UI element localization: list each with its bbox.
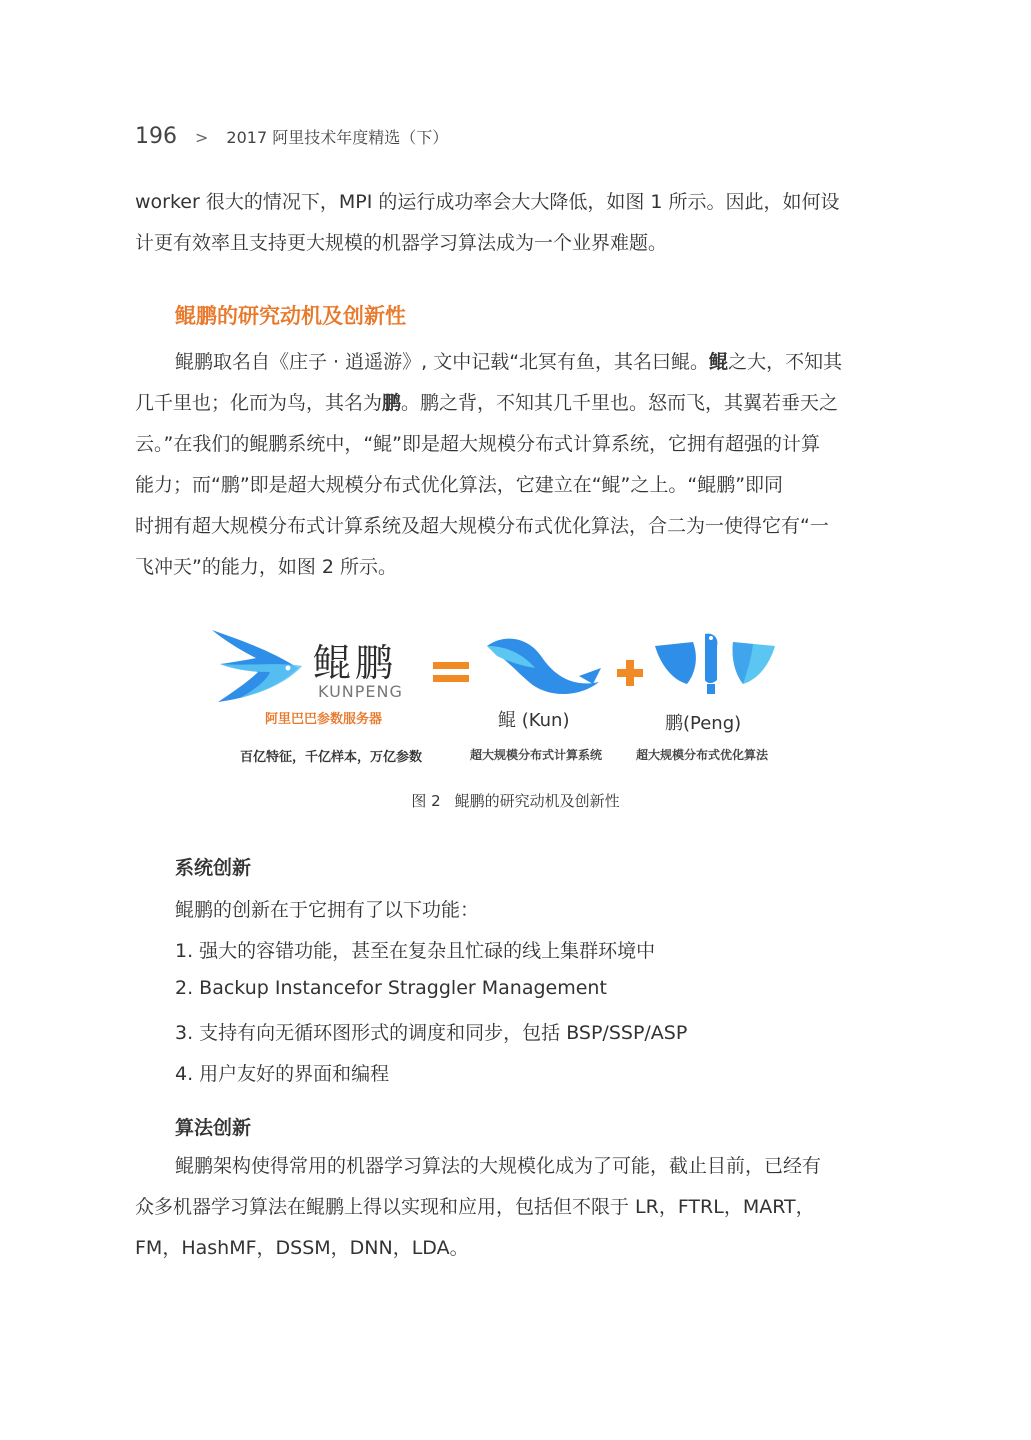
section-heading: 鲲鹏的研究动机及创新性	[175, 304, 406, 328]
peng-label: 鹏(Peng)	[665, 713, 742, 734]
kunpeng-bird-icon	[210, 628, 310, 708]
text-line: 计更有效率且支持更大规模的机器学习算法成为一个业界难题。	[135, 232, 668, 254]
kunpeng-caption: 百亿特征，千亿样本，万亿参数	[240, 750, 423, 765]
header-separator: >	[195, 128, 209, 147]
book-title: 2017 阿里技术年度精选（下）	[226, 128, 449, 147]
list-item: 3. 支持有向无循环图形式的调度和同步，包括 BSP/SSP/ASP	[175, 1022, 688, 1044]
algorithm-innovation-heading: 算法创新	[175, 1117, 252, 1139]
list-item: 4. 用户友好的界面和编程	[175, 1063, 390, 1085]
text-line	[135, 342, 870, 383]
text-run: 之大，不知其	[728, 351, 843, 373]
text-run: 鲲鹏取名自《庄子 · 逍遥游》, 文中记载“北冥有鱼，其名曰鲲。	[175, 351, 710, 373]
text-run: 几千里也；化而为鸟，其名为	[135, 392, 383, 414]
list-item: 1. 强大的容错功能，甚至在复杂且忙碌的线上集群环境中	[175, 940, 656, 962]
kunpeng-figure	[205, 620, 805, 780]
kun-fish-icon	[483, 632, 603, 702]
bold-word: 鹏	[382, 392, 402, 414]
bold-word: 鲲	[709, 351, 729, 373]
figure-caption	[0, 790, 1031, 811]
text-run: 。鹏之背，不知其几千里也。怒而飞，其翼若垂天之	[401, 392, 839, 414]
intro-paragraph	[135, 182, 870, 264]
text-line: 能力；而“鹏”即是超大规模分布式优化算法，它建立在“鲲”之上。“鲲鹏”即同	[135, 474, 784, 496]
kun-label: 鲲 (Kun)	[498, 710, 570, 731]
text-line: 鲲鹏架构使得常用的机器学习算法的大规模化成为了可能，截止目前，已经有	[175, 1155, 822, 1177]
text-line: 云。”在我们的鲲鹏系统中，“鲲”即是超大规模分布式计算系统，它拥有超强的计算	[135, 433, 821, 455]
peng-bird-icon	[653, 628, 777, 698]
plus-icon	[617, 660, 643, 686]
system-innovation-intro: 鲲鹏的创新在于它拥有了以下功能：	[175, 899, 480, 921]
text-line: FM，HashMF，DSSM，DNN，LDA。	[135, 1237, 469, 1259]
figure-caption-text: 鲲鹏的研究动机及创新性	[454, 792, 620, 810]
equals-icon	[433, 660, 469, 684]
kunpeng-english-name: KUNPENG	[318, 682, 403, 701]
figure-caption-number: 图 2	[411, 792, 441, 810]
algorithm-paragraph	[135, 1146, 870, 1269]
text-line: 时拥有超大规模分布式计算系统及超大规模分布式优化算法，合二为一使得它有“一	[135, 515, 829, 537]
text-line	[135, 383, 870, 424]
kunpeng-subtitle: 阿里巴巴参数服务器	[265, 712, 383, 727]
list-item: 2. Backup Instancefor Straggler Management	[175, 977, 607, 999]
page-header	[135, 124, 448, 149]
page-number: 196	[135, 124, 177, 149]
peng-caption: 超大规模分布式优化算法	[636, 748, 769, 762]
system-innovation-heading: 系统创新	[175, 857, 252, 879]
kun-caption: 超大规模分布式计算系统	[470, 748, 603, 762]
text-line: 飞冲天”的能力，如图 2 所示。	[135, 556, 398, 578]
text-line: worker 很大的情况下，MPI 的运行成功率会大大降低，如图 1 所示。因此，如何设	[135, 191, 840, 213]
section-paragraph	[135, 342, 870, 588]
kunpeng-chinese-name: 鲲鹏	[313, 641, 398, 685]
text-line: 众多机器学习算法在鲲鹏上得以实现和应用，包括但不限于 LR，FTRL，MART，	[135, 1196, 815, 1218]
